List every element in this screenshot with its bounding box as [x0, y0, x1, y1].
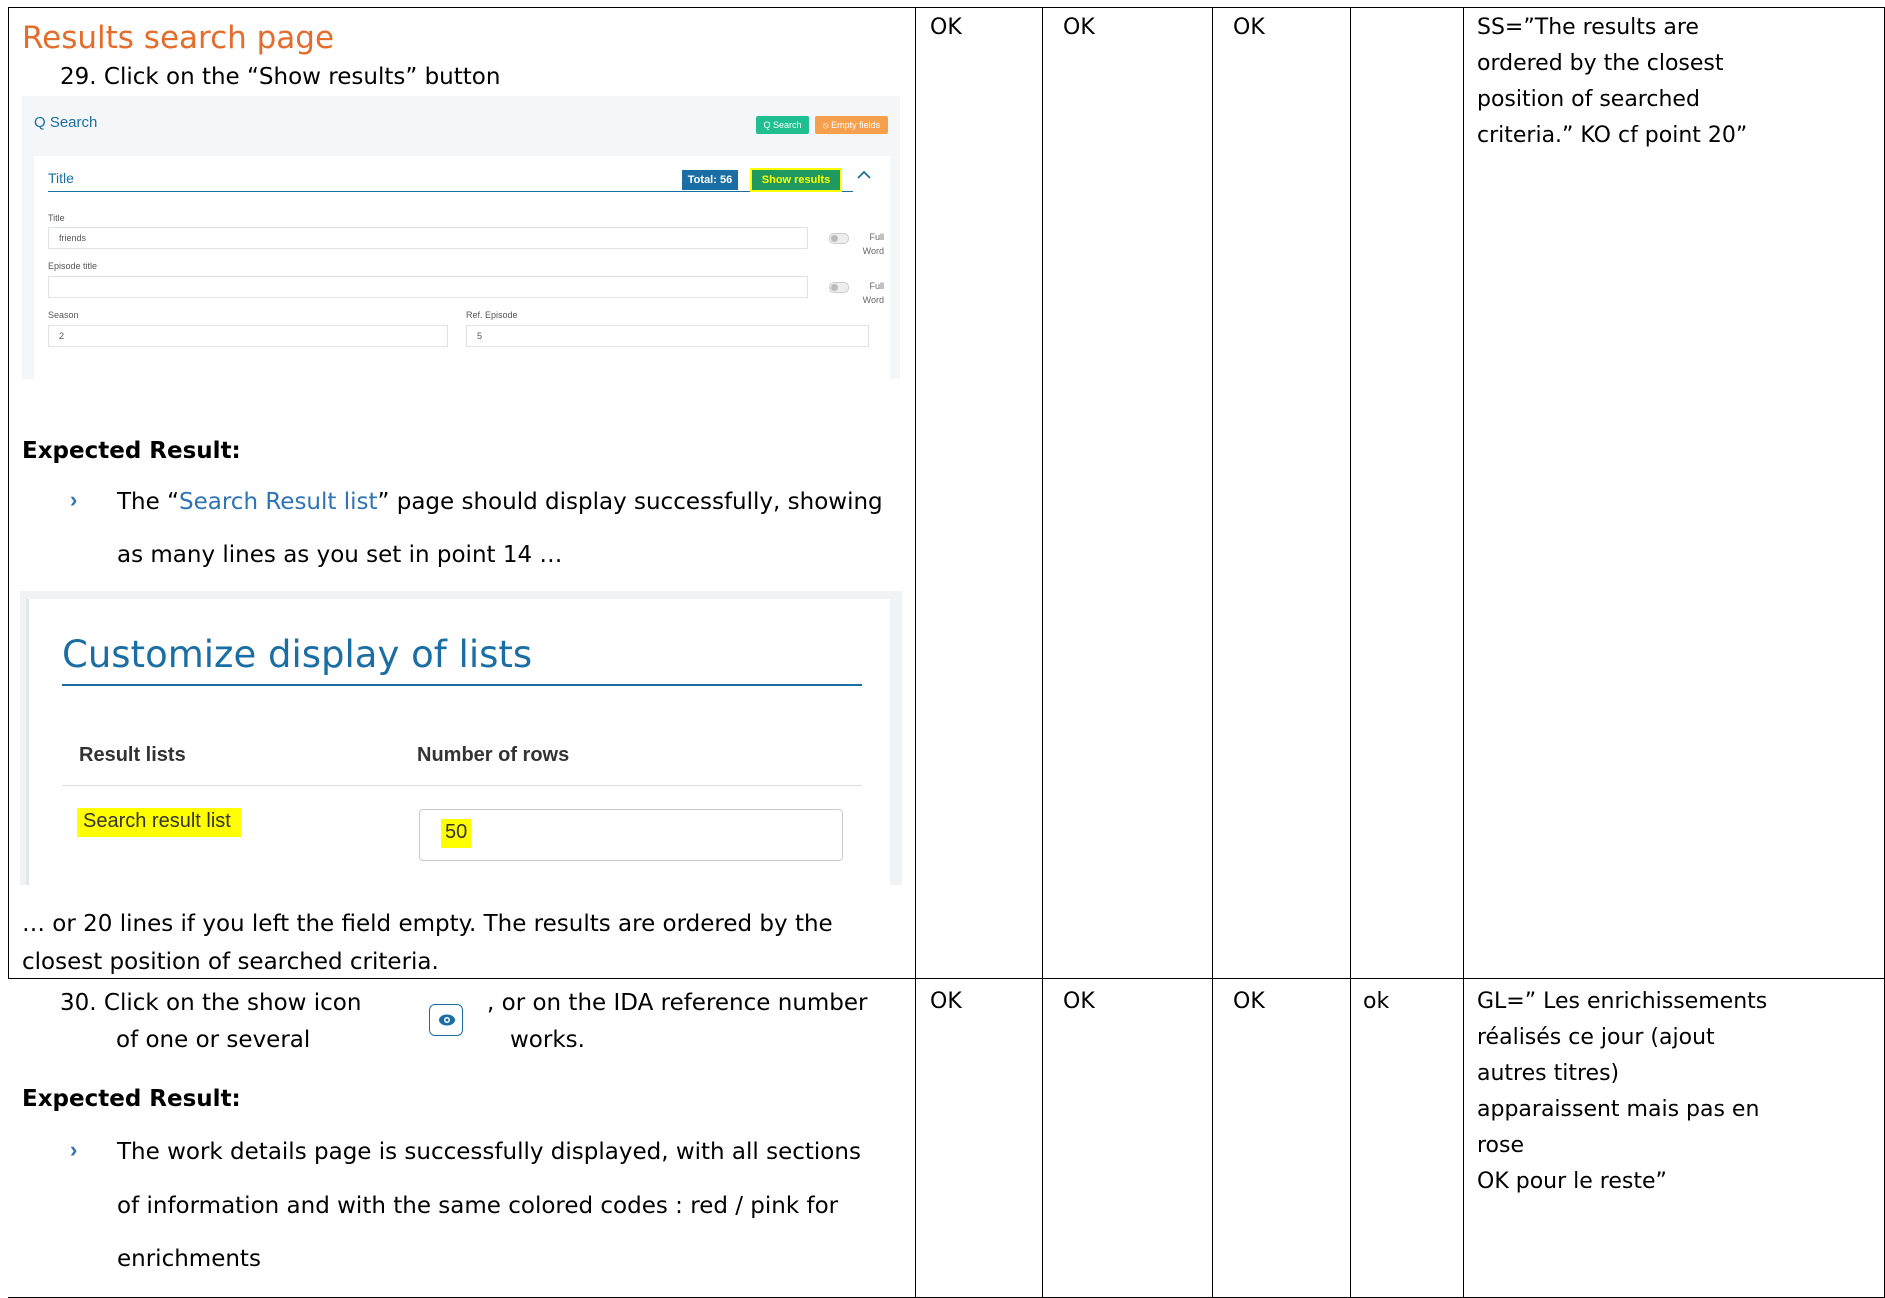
search-result-list-link[interactable]: Search Result list: [179, 489, 378, 515]
full-word-toggle-2[interactable]: [829, 282, 849, 293]
row2-result-1: OK: [930, 989, 962, 1014]
expected-29-line1: [117, 487, 883, 517]
row1-comment: [1477, 10, 1747, 154]
search-result-list-label: Search result list: [77, 808, 241, 837]
expected-30-line1: The work details page is successfully displayed, with all sections: [117, 1139, 861, 1165]
row2-comment: [1477, 984, 1767, 1200]
row2-comment-line: rose: [1477, 1133, 1525, 1158]
number-of-rows-header: Number of rows: [417, 744, 570, 766]
section-heading: Results search page: [22, 20, 335, 56]
col-divider-1: [915, 7, 916, 1298]
row2-comment-line: OK pour le reste”: [1477, 1169, 1667, 1194]
after-text-line2: closest position of searched criteria.: [22, 949, 439, 975]
col-divider-5: [1463, 7, 1464, 1298]
expected-29-line2: as many lines as you set in point 14 …: [117, 542, 563, 568]
row1-comment-line: ordered by the closest: [1477, 51, 1724, 76]
show-icon-button[interactable]: [429, 1004, 463, 1036]
episode-title-input[interactable]: [48, 276, 808, 298]
col-divider-3: [1212, 7, 1213, 1298]
full-word-label-2: Full Word: [862, 281, 884, 305]
expected-result-label-30: Expected Result:: [22, 1086, 241, 1112]
search-form-screenshot: [22, 96, 900, 379]
customize-lists-screenshot: [20, 591, 902, 885]
ref-episode-label: Ref. Episode: [466, 310, 518, 320]
show-results-button[interactable]: Show results: [752, 170, 840, 190]
title-input[interactable]: friends: [48, 227, 808, 249]
row2-comment-line: autres titres): [1477, 1061, 1620, 1086]
customize-panel: [26, 599, 890, 885]
row2-result-4: ok: [1363, 989, 1390, 1014]
panel-title: Title: [48, 170, 74, 186]
exp29-post: ” page should display successfully, showing: [377, 489, 883, 515]
row1-comment-line: position of searched: [1477, 87, 1700, 112]
step-30-line2a: of one or several: [116, 1027, 311, 1053]
title-label: Title: [48, 213, 65, 223]
empty-fields-button[interactable]: ⦸ Empty fields: [815, 116, 888, 134]
panel-underline: [48, 191, 853, 192]
row2-comment-line: apparaissent mais pas en: [1477, 1097, 1760, 1122]
row1-result-1: OK: [930, 15, 962, 40]
row-divider: [8, 978, 1885, 979]
expected-result-label-29: Expected Result:: [22, 438, 241, 464]
full-word-label-1: Full Word: [862, 232, 884, 256]
expected-30-line3: enrichments: [117, 1246, 261, 1272]
search-heading: Q Search: [34, 114, 98, 131]
expected-30-line2: of information and with the same colored codes : red / pink for: [117, 1193, 839, 1219]
row1-result-2: OK: [1063, 15, 1095, 40]
col-divider-4: [1350, 7, 1351, 1298]
after-text-line1: … or 20 lines if you left the field empty. The results are ordered by the: [22, 911, 833, 937]
col-divider-2: [1042, 7, 1043, 1298]
step-30-line1b: , or on the IDA reference number: [487, 990, 868, 1016]
step-29-text: 29. Click on the “Show results” button: [60, 64, 501, 90]
row2-comment-line: GL=” Les enrichissements: [1477, 989, 1768, 1014]
row1-comment-line: SS=”The results are: [1477, 15, 1699, 40]
number-of-rows-value: 50: [441, 819, 471, 848]
row2-result-3: OK: [1233, 989, 1265, 1014]
header-divider: [62, 785, 862, 786]
customize-heading: Customize display of lists: [62, 633, 533, 676]
row2-result-2: OK: [1063, 989, 1095, 1014]
ref-episode-input[interactable]: 5: [466, 325, 869, 347]
step-30-line2b: works.: [510, 1027, 585, 1053]
search-button[interactable]: Q Search: [756, 116, 809, 134]
table-left-border: [8, 7, 9, 978]
bullet-29: ›: [70, 487, 78, 512]
total-badge: Total: 56: [682, 170, 738, 190]
row2-comment-line: réalisés ce jour (ajout: [1477, 1025, 1715, 1050]
panel-edge: [26, 599, 29, 885]
number-of-rows-input[interactable]: [419, 809, 843, 861]
customize-underline: [62, 684, 862, 686]
title-panel: [34, 156, 890, 379]
season-input[interactable]: 2: [48, 325, 448, 347]
table-top-border: [8, 7, 1885, 8]
step-30-line1a: 30. Click on the show icon: [60, 990, 362, 1016]
episode-title-label: Episode title: [48, 261, 98, 271]
result-lists-header: Result lists: [79, 744, 186, 766]
season-label: Season: [48, 310, 79, 320]
full-word-toggle-1[interactable]: [829, 233, 849, 244]
chevron-up-icon[interactable]: [856, 166, 872, 186]
exp29-pre: The “: [117, 489, 180, 515]
bullet-30: ›: [70, 1137, 78, 1162]
row1-result-3: OK: [1233, 15, 1265, 40]
row1-comment-line: criteria.” KO cf point 20”: [1477, 123, 1748, 148]
